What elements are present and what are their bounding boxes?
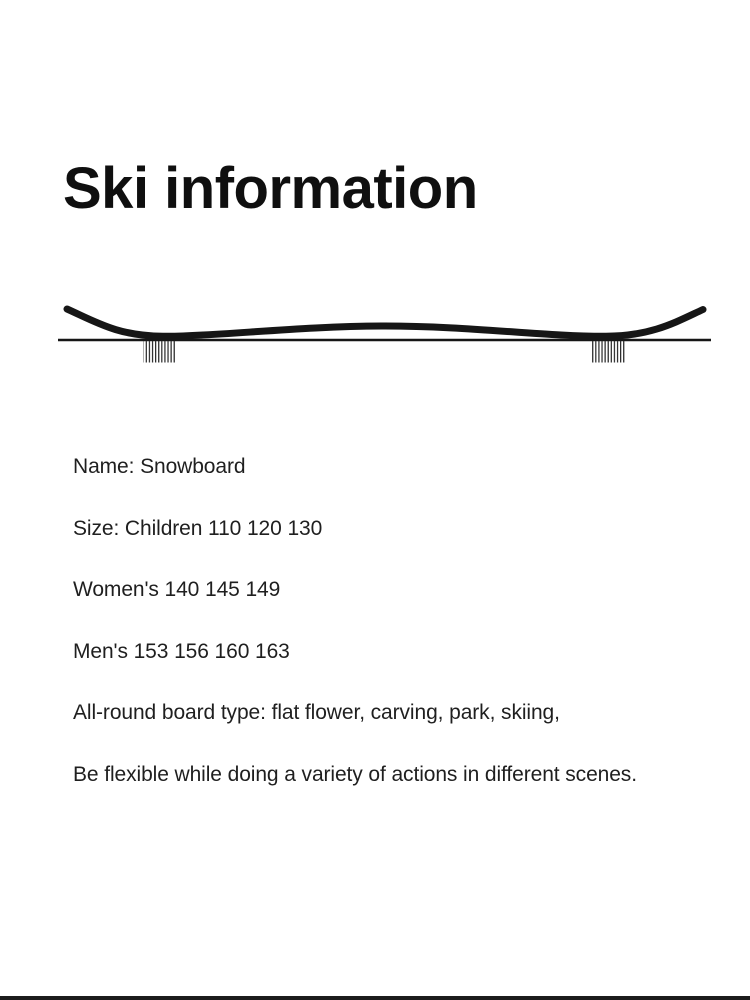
left-contact-hatch [144, 341, 177, 363]
info-block [73, 454, 720, 823]
info-line-flexibility: Be flexible while doing a variety of actions in different scenes. [73, 762, 637, 786]
snowboard-profile-diagram [0, 280, 750, 400]
info-line-mens: Men's 153 156 160 163 [73, 639, 290, 663]
info-line-name: Name: Snowboard [73, 455, 246, 478]
bottom-section-edge [0, 996, 750, 1000]
snowboard-board-curve [67, 309, 703, 336]
info-line-board-type: All-round board type: flat flower, carving, park, skiing, [73, 701, 560, 724]
info-line-womens: Women's 140 145 149 [73, 578, 281, 601]
page-title: Ski information [63, 156, 478, 221]
info-line-size: Size: Children 110 120 130 [73, 516, 323, 540]
right-contact-hatch [592, 341, 625, 363]
